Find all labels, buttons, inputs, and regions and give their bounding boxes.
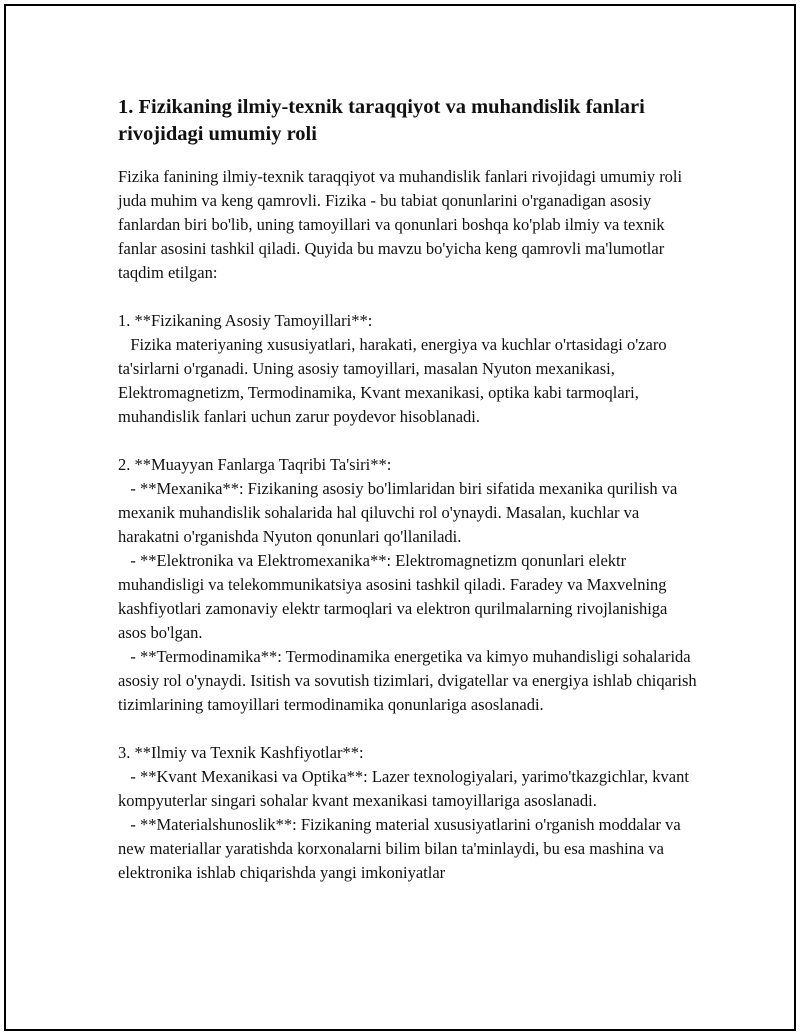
intro-paragraph: Fizika fanining ilmiy-texnik taraqqiyot va muhandislik fanlari rivojidagi umumiy roli juda muhim va keng qamrovli. Fizika - bu tabiat qonunlarini o'rganadigan asosiy fanlardan biri bo'lib, uning tamoyillari va qonunlari boshqa ko'plab ilmiy va texnik fanlar asosini tashkil qiladi. Quyida bu mavzu bo'yicha keng qamrovli ma'lumotlar taqdim etilgan: bbox=[118, 167, 687, 282]
section-heading: 1. Fizikaning ilmiy-texnik taraqqiyot va muhandislik fanlari rivojidagi umumiy roli bbox=[118, 96, 645, 145]
section-3-item-quantum: - **Kvant Mexanikasi va Optika**: Lazer texnologiyalari, yarimo'tkazgichlar, kvant kompyuterlar singari sohalar kvant mexanikasi tamoyillariga asoslanadi. bbox=[118, 767, 694, 810]
section-1-body: Fizika materiyaning xususiyatlari, harakati, energiya va kuchlar o'rtasidagi o'zaro ta'sirlarni o'rganadi. Uning asosiy tamoyillari, masalan Nyuton mexanikasi, Elektromagnetizm, Termodinamika, Kvant mexanikasi, optika kabi tarmoqlari, muhandislik fanlari uchun zarur poydevor hisoblanadi. bbox=[118, 335, 671, 426]
paragraph-gap bbox=[118, 429, 698, 453]
document-body bbox=[118, 94, 701, 885]
section-2-item-electronics: - **Elektronika va Elektromexanika**: Elektromagnetizm qonunlari elektr muhandisligi va telekommunikatsiya asosini tashkil qiladi. Faradey va Maxvelning kashfiyotlari zamonaviy elektr tarmoqlari va elektron qurilmalarning rivojlanishiga asos bo'lgan. bbox=[118, 551, 672, 642]
section-3-title: 3. **Ilmiy va Texnik Kashfiyotlar**: bbox=[118, 743, 364, 762]
section-2-item-mechanics: - **Mexanika**: Fizikaning asosiy bo'limlaridan biri sifatida mexanika qurilish va mexanik muhandislik sohalarida hal qiluvchi rol o'ynaydi. Masalan, kuchlar va harakatni o'rganishda Nyuton qonunlari qo'llaniladi. bbox=[118, 479, 682, 546]
paragraph-gap bbox=[118, 717, 698, 741]
section-2-title: 2. **Muayyan Fanlarga Taqribi Ta'siri**: bbox=[118, 455, 392, 474]
paragraph-gap bbox=[118, 285, 698, 309]
section-2-item-thermodynamics: - **Termodinamika**: Termodinamika energetika va kimyo muhandisligi sohalarida asosiy rol o'ynaydi. Isitish va sovutish tizimlari, dvigatellar va energiya ishlab chiqarish tizimlarining tamoyillari termodinamika qonunlariga asoslanadi. bbox=[118, 647, 701, 714]
section-1-title: 1. **Fizikaning Asosiy Tamoyillari**: bbox=[118, 311, 373, 330]
section-3-item-materials: - **Materialshunoslik**: Fizikaning material xususiyatlarini o'rganish moddalar va new materiallar yaratishda korxonalarni bilim bilan ta'minlaydi, bu esa mashina va elektronika ishlab chiqarishda yangi imkoniyatlar bbox=[118, 815, 685, 882]
